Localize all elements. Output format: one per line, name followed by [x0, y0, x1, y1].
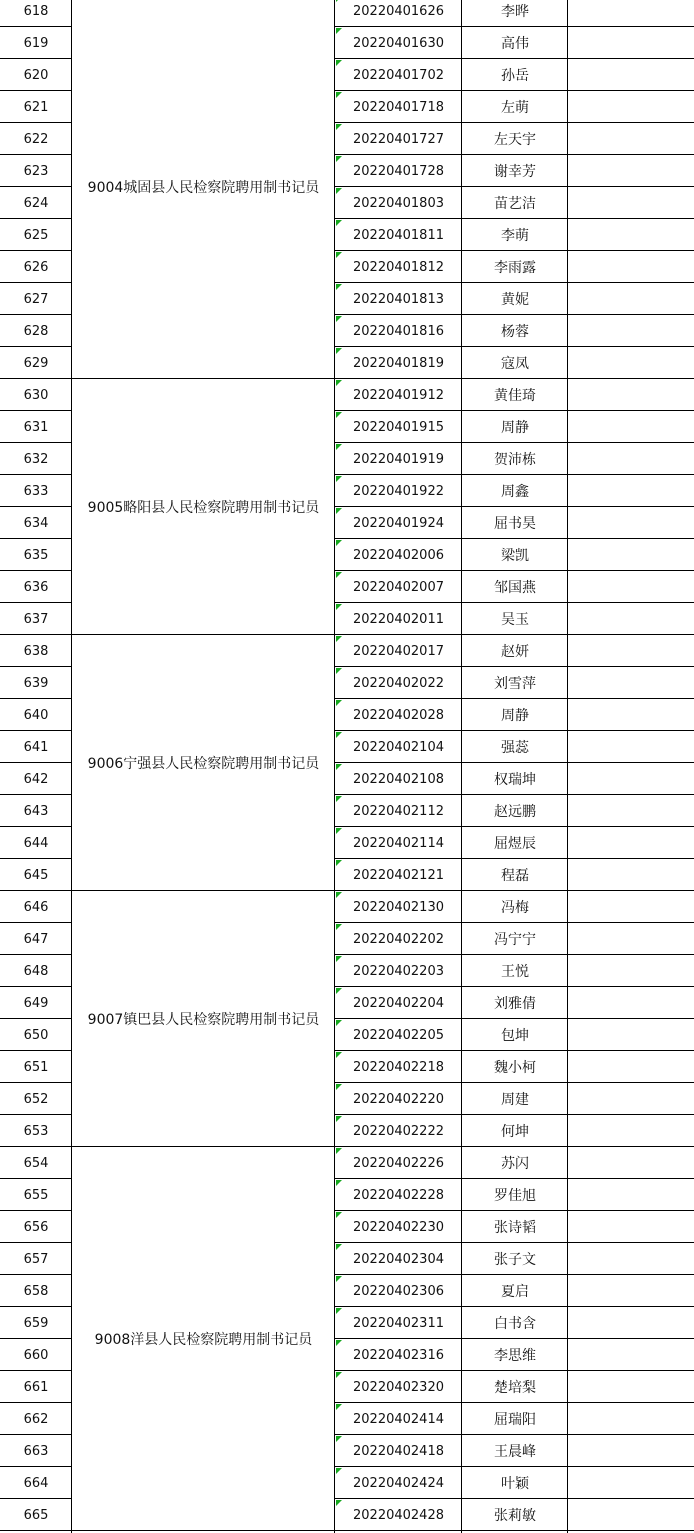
green-triangle-marker-icon	[336, 1436, 342, 1442]
green-triangle-marker-icon	[336, 1148, 342, 1154]
green-triangle-marker-icon	[336, 348, 342, 354]
candidate-name-cell: 魏小柯	[494, 1060, 536, 1076]
row-number-cell: 665	[23, 1507, 49, 1523]
exam-id-cell: 20220402022	[353, 675, 444, 691]
row-number-cell: 632	[23, 451, 49, 467]
row-number-cell: 634	[23, 515, 49, 531]
green-triangle-marker-icon	[336, 860, 342, 866]
remarks-cell	[568, 1307, 694, 1339]
remarks-cell	[568, 1435, 694, 1467]
green-triangle-marker-icon	[336, 700, 342, 706]
row-number-cell: 642	[23, 771, 49, 787]
green-triangle-marker-icon	[336, 380, 342, 386]
row-number-cell: 633	[23, 483, 49, 499]
candidate-name-cell: 李思维	[494, 1348, 536, 1364]
candidate-name-cell: 王悦	[501, 964, 529, 980]
green-triangle-marker-icon	[336, 1468, 342, 1474]
green-triangle-marker-icon	[336, 284, 342, 290]
exam-id-cell: 20220402226	[353, 1155, 444, 1171]
exam-id-cell: 20220401912	[353, 387, 444, 403]
position-name-cell: 9006宁强县人民检察院聘用制书记员	[87, 756, 320, 772]
exam-id-cell: 20220401819	[353, 355, 444, 371]
remarks-cell	[568, 155, 694, 187]
exam-id-cell: 20220402028	[353, 707, 444, 723]
exam-id-cell: 20220401727	[353, 131, 444, 147]
candidate-name-cell: 刘雅倩	[494, 996, 536, 1012]
green-triangle-marker-icon	[336, 1116, 342, 1122]
green-triangle-marker-icon	[336, 92, 342, 98]
exam-id-cell: 20220401630	[353, 35, 444, 51]
row-number-cell: 664	[23, 1475, 49, 1491]
remarks-cell	[568, 1147, 694, 1179]
exam-id-cell: 20220402108	[353, 771, 444, 787]
remarks-cell	[568, 251, 694, 283]
row-number-cell: 640	[23, 707, 49, 723]
candidate-name-cell: 苗艺洁	[494, 196, 536, 212]
green-triangle-marker-icon	[336, 764, 342, 770]
exam-id-cell: 20220401718	[353, 99, 444, 115]
candidate-name-cell: 叶颖	[501, 1476, 529, 1492]
green-triangle-marker-icon	[336, 1404, 342, 1410]
candidate-name-cell: 屈煜辰	[494, 836, 536, 852]
green-triangle-marker-icon	[336, 796, 342, 802]
exam-id-cell: 20220401813	[353, 291, 444, 307]
exam-id-cell: 20220402104	[353, 739, 444, 755]
candidate-name-cell: 黄佳琦	[494, 388, 536, 404]
exam-id-cell: 20220401915	[353, 419, 444, 435]
green-triangle-marker-icon	[336, 220, 342, 226]
green-triangle-marker-icon	[336, 188, 342, 194]
row-number-cell: 636	[23, 579, 49, 595]
candidate-name-cell: 周鑫	[501, 484, 529, 500]
row-number-cell: 649	[23, 995, 49, 1011]
remarks-cell	[568, 1179, 694, 1211]
exam-id-cell: 20220402203	[353, 963, 444, 979]
candidate-name-cell: 孙岳	[501, 68, 529, 84]
remarks-cell	[568, 571, 694, 603]
green-triangle-marker-icon	[336, 1084, 342, 1090]
remarks-cell	[568, 283, 694, 315]
row-number-cell: 647	[23, 931, 49, 947]
exam-id-cell: 20220402424	[353, 1475, 444, 1491]
exam-id-cell: 20220402202	[353, 931, 444, 947]
remarks-cell	[568, 411, 694, 443]
row-number-cell: 662	[23, 1411, 49, 1427]
exam-id-cell: 20220402204	[353, 995, 444, 1011]
candidate-name-cell: 刘雪萍	[494, 676, 536, 692]
candidate-name-cell: 冯梅	[501, 900, 529, 916]
green-triangle-marker-icon	[336, 892, 342, 898]
remarks-cell	[568, 1115, 694, 1147]
remarks-cell	[568, 699, 694, 731]
row-number-cell: 651	[23, 1059, 49, 1075]
remarks-cell	[568, 795, 694, 827]
exam-id-cell: 20220401626	[353, 3, 444, 19]
remarks-cell	[568, 1211, 694, 1243]
candidate-name-cell: 周静	[501, 708, 529, 724]
remarks-cell	[568, 763, 694, 795]
green-triangle-marker-icon	[336, 1052, 342, 1058]
row-number-cell: 657	[23, 1251, 49, 1267]
remarks-cell	[568, 59, 694, 91]
green-triangle-marker-icon	[336, 540, 342, 546]
exam-id-cell: 20220401811	[353, 227, 444, 243]
candidate-name-cell: 屈瑞阳	[494, 1412, 536, 1428]
remarks-cell	[568, 187, 694, 219]
row-number-cell: 620	[23, 67, 49, 83]
row-number-cell: 654	[23, 1155, 49, 1171]
green-triangle-marker-icon	[336, 252, 342, 258]
row-number-cell: 650	[23, 1027, 49, 1043]
exam-id-cell: 20220402311	[353, 1315, 444, 1331]
green-triangle-marker-icon	[336, 124, 342, 130]
remarks-cell	[568, 507, 694, 539]
exam-id-cell: 20220402218	[353, 1059, 444, 1075]
green-triangle-marker-icon	[336, 1500, 342, 1506]
candidate-name-cell: 强蕊	[501, 740, 529, 756]
row-number-cell: 628	[23, 323, 49, 339]
candidate-name-cell: 李雨露	[494, 260, 536, 276]
exam-id-cell: 20220402222	[353, 1123, 444, 1139]
exam-id-cell: 20220402011	[353, 611, 444, 627]
candidate-name-cell: 邹国燕	[494, 580, 536, 596]
remarks-cell	[568, 1243, 694, 1275]
green-triangle-marker-icon	[336, 636, 342, 642]
exam-id-cell: 20220402130	[353, 899, 444, 915]
green-triangle-marker-icon	[336, 1020, 342, 1026]
row-number-cell: 623	[23, 163, 49, 179]
row-number-cell: 637	[23, 611, 49, 627]
green-triangle-marker-icon	[336, 476, 342, 482]
green-triangle-marker-icon	[336, 988, 342, 994]
exam-id-cell: 20220402228	[353, 1187, 444, 1203]
candidate-name-cell: 白书含	[494, 1316, 536, 1332]
exam-id-cell: 20220402320	[353, 1379, 444, 1395]
row-number-cell: 622	[23, 131, 49, 147]
green-triangle-marker-icon	[336, 1180, 342, 1186]
candidate-name-cell: 张莉敏	[494, 1508, 536, 1524]
candidate-name-cell: 罗佳旭	[494, 1188, 536, 1204]
remarks-cell	[568, 123, 694, 155]
row-number-cell: 625	[23, 227, 49, 243]
exam-id-cell: 20220402306	[353, 1283, 444, 1299]
remarks-cell	[568, 891, 694, 923]
row-number-cell: 635	[23, 547, 49, 563]
green-triangle-marker-icon	[336, 1340, 342, 1346]
remarks-cell	[568, 539, 694, 571]
exam-id-cell: 20220401919	[353, 451, 444, 467]
remarks-cell	[568, 1403, 694, 1435]
position-name-cell: 9005略阳县人民检察院聘用制书记员	[87, 500, 320, 516]
column-divider	[567, 0, 568, 1533]
row-number-cell: 631	[23, 419, 49, 435]
remarks-cell	[568, 1019, 694, 1051]
candidate-name-cell: 王晨峰	[494, 1444, 536, 1460]
candidate-name-cell: 周建	[501, 1092, 529, 1108]
candidate-name-cell: 赵妍	[501, 644, 529, 660]
candidate-name-cell: 何坤	[501, 1124, 529, 1140]
exam-id-cell: 20220401803	[353, 195, 444, 211]
exam-id-cell: 20220402304	[353, 1251, 444, 1267]
candidate-name-cell: 冯宁宁	[494, 932, 536, 948]
row-number-cell: 648	[23, 963, 49, 979]
green-triangle-marker-icon	[336, 828, 342, 834]
remarks-cell	[568, 603, 694, 635]
column-divider	[461, 0, 462, 1533]
remarks-cell	[568, 27, 694, 59]
exam-id-cell: 20220401816	[353, 323, 444, 339]
candidate-name-cell: 吴玉	[501, 612, 529, 628]
green-triangle-marker-icon	[336, 604, 342, 610]
green-triangle-marker-icon	[336, 1372, 342, 1378]
green-triangle-marker-icon	[336, 156, 342, 162]
row-number-cell: 656	[23, 1219, 49, 1235]
position-name-cell: 9004城固县人民检察院聘用制书记员	[87, 180, 320, 196]
green-triangle-marker-icon	[336, 956, 342, 962]
green-triangle-marker-icon	[336, 924, 342, 930]
candidate-name-cell: 杨蓉	[501, 324, 529, 340]
row-number-cell: 644	[23, 835, 49, 851]
exam-id-cell: 20220402121	[353, 867, 444, 883]
remarks-cell	[568, 1467, 694, 1499]
candidate-name-cell: 左萌	[501, 100, 529, 116]
candidate-name-cell: 李萌	[501, 228, 529, 244]
row-number-cell: 655	[23, 1187, 49, 1203]
row-number-cell: 643	[23, 803, 49, 819]
candidate-name-cell: 包坤	[501, 1028, 529, 1044]
row-divider	[335, 1530, 694, 1531]
row-number-cell: 621	[23, 99, 49, 115]
candidate-name-cell: 屈书昊	[494, 516, 536, 532]
row-number-cell: 661	[23, 1379, 49, 1395]
green-triangle-marker-icon	[336, 0, 342, 2]
exam-id-cell: 20220402414	[353, 1411, 444, 1427]
row-number-cell: 652	[23, 1091, 49, 1107]
exam-id-cell: 20220401702	[353, 67, 444, 83]
remarks-cell	[568, 1051, 694, 1083]
column-divider	[334, 0, 335, 1533]
exam-id-cell: 20220402418	[353, 1443, 444, 1459]
row-number-cell: 663	[23, 1443, 49, 1459]
row-number-cell: 638	[23, 643, 49, 659]
row-number-cell: 624	[23, 195, 49, 211]
remarks-cell	[568, 347, 694, 379]
candidate-name-cell: 楚培梨	[494, 1380, 536, 1396]
row-number-cell: 660	[23, 1347, 49, 1363]
exam-id-cell: 20220402205	[353, 1027, 444, 1043]
candidate-name-cell: 梁凯	[501, 548, 529, 564]
row-number-cell: 646	[23, 899, 49, 915]
remarks-cell	[568, 827, 694, 859]
row-number-cell: 629	[23, 355, 49, 371]
exam-id-cell: 20220401924	[353, 515, 444, 531]
candidate-name-cell: 黄妮	[501, 292, 529, 308]
exam-id-cell: 20220402006	[353, 547, 444, 563]
candidate-name-cell: 李晔	[501, 4, 529, 20]
remarks-cell	[568, 1275, 694, 1307]
row-number-cell: 626	[23, 259, 49, 275]
remarks-cell	[568, 859, 694, 891]
candidate-name-cell: 高伟	[501, 36, 529, 52]
green-triangle-marker-icon	[336, 1212, 342, 1218]
green-triangle-marker-icon	[336, 732, 342, 738]
green-triangle-marker-icon	[336, 412, 342, 418]
candidate-name-cell: 寇凤	[501, 356, 529, 372]
remarks-cell	[568, 379, 694, 411]
row-divider	[0, 1530, 72, 1531]
green-triangle-marker-icon	[336, 1244, 342, 1250]
exam-id-cell: 20220402428	[353, 1507, 444, 1523]
green-triangle-marker-icon	[336, 1276, 342, 1282]
remarks-cell	[568, 1371, 694, 1403]
remarks-cell	[568, 219, 694, 251]
candidate-name-cell: 周静	[501, 420, 529, 436]
remarks-cell	[568, 667, 694, 699]
remarks-cell	[568, 443, 694, 475]
remarks-cell	[568, 955, 694, 987]
candidate-name-cell: 张诗韬	[494, 1220, 536, 1236]
candidate-name-cell: 苏闪	[501, 1156, 529, 1172]
row-number-cell: 653	[23, 1123, 49, 1139]
green-triangle-marker-icon	[336, 316, 342, 322]
position-name-cell: 9007镇巴县人民检察院聘用制书记员	[87, 1012, 320, 1028]
candidate-name-cell: 夏启	[501, 1284, 529, 1300]
exam-id-cell: 20220402017	[353, 643, 444, 659]
column-divider	[71, 0, 72, 1533]
remarks-cell	[568, 987, 694, 1019]
remarks-cell	[568, 1339, 694, 1371]
row-number-cell: 639	[23, 675, 49, 691]
remarks-cell	[568, 923, 694, 955]
green-triangle-marker-icon	[336, 28, 342, 34]
row-number-cell: 619	[23, 35, 49, 51]
exam-id-cell: 20220402007	[353, 579, 444, 595]
exam-id-cell: 20220402112	[353, 803, 444, 819]
green-triangle-marker-icon	[336, 60, 342, 66]
position-name-cell: 9008洋县人民检察院聘用制书记员	[94, 1332, 313, 1348]
exam-id-cell: 20220401728	[353, 163, 444, 179]
green-triangle-marker-icon	[336, 508, 342, 514]
remarks-cell	[568, 731, 694, 763]
row-number-cell: 618	[23, 3, 49, 19]
exam-id-cell: 20220401922	[353, 483, 444, 499]
exam-id-cell: 20220402230	[353, 1219, 444, 1235]
row-number-cell: 627	[23, 291, 49, 307]
candidate-name-cell: 程磊	[501, 868, 529, 884]
candidate-name-cell: 权瑞坤	[494, 772, 536, 788]
green-triangle-marker-icon	[336, 668, 342, 674]
green-triangle-marker-icon	[336, 1308, 342, 1314]
exam-id-cell: 20220402220	[353, 1091, 444, 1107]
candidate-name-cell: 谢幸芳	[494, 164, 536, 180]
row-number-cell: 658	[23, 1283, 49, 1299]
candidate-name-cell: 张子文	[494, 1252, 536, 1268]
remarks-cell	[568, 1499, 694, 1531]
exam-id-cell: 20220402316	[353, 1347, 444, 1363]
remarks-cell	[568, 635, 694, 667]
row-number-cell: 659	[23, 1315, 49, 1331]
remarks-cell	[568, 315, 694, 347]
row-number-cell: 630	[23, 387, 49, 403]
row-number-cell: 645	[23, 867, 49, 883]
row-number-cell: 641	[23, 739, 49, 755]
remarks-cell	[568, 91, 694, 123]
remarks-cell	[568, 475, 694, 507]
candidate-name-cell: 贺沛栋	[494, 452, 536, 468]
exam-id-cell: 20220402114	[353, 835, 444, 851]
green-triangle-marker-icon	[336, 572, 342, 578]
group-divider	[72, 1530, 335, 1531]
candidate-name-cell: 赵远鹏	[494, 804, 536, 820]
exam-id-cell: 20220401812	[353, 259, 444, 275]
green-triangle-marker-icon	[336, 444, 342, 450]
remarks-cell	[568, 1083, 694, 1115]
remarks-cell	[568, 0, 694, 27]
candidate-name-cell: 左天宇	[494, 132, 536, 148]
